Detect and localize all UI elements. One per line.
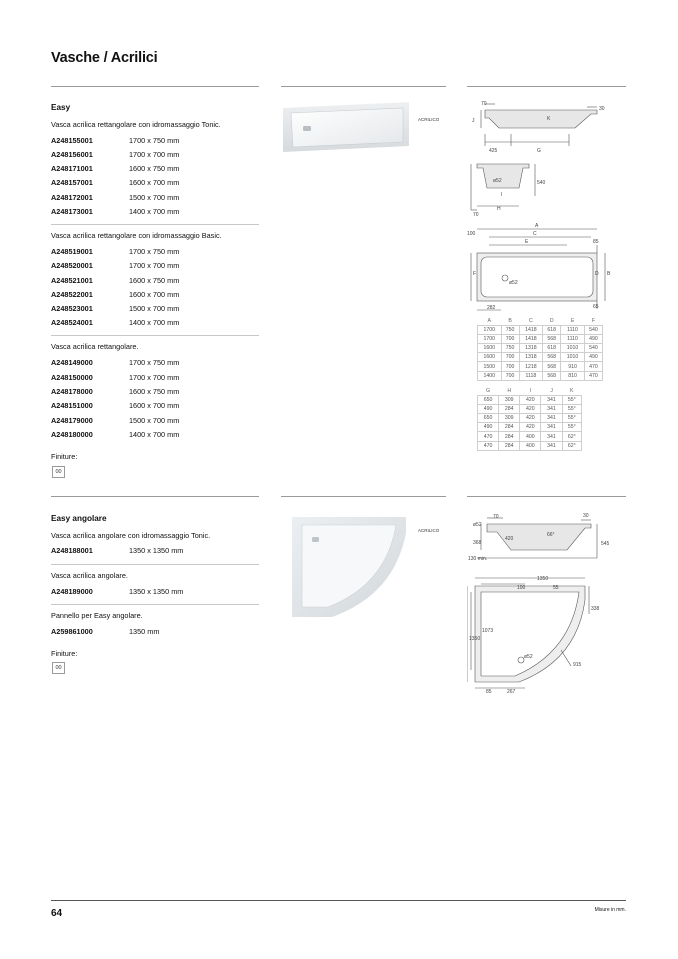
dim-label: H: [497, 206, 501, 212]
product-code: A248521001: [51, 276, 93, 285]
table-cell: 1110: [561, 335, 585, 344]
dim-label: 540: [537, 180, 546, 186]
product-code: A248173001: [51, 207, 93, 216]
table-cell: 1110: [561, 326, 585, 335]
table-cell: 650: [478, 396, 499, 405]
dim-label: ø52: [493, 178, 502, 184]
table-cell: 341: [541, 414, 562, 423]
product-title-easy-angolare: Easy angolare: [51, 514, 107, 523]
table-cell: 341: [541, 432, 562, 441]
table-cell: 1318: [519, 353, 543, 362]
dim-label: G: [537, 148, 541, 154]
dim-label: 70: [473, 212, 479, 218]
dim-label: 100: [517, 585, 526, 591]
table-header: J: [550, 388, 553, 395]
table-cell: 400: [520, 441, 541, 450]
product-row: [51, 164, 179, 173]
table-cell: 1418: [519, 335, 543, 344]
table-row: [478, 423, 582, 432]
product-dimension: 1350 x 1350 mm: [129, 546, 184, 555]
product-row: [51, 304, 179, 313]
product-dimension: 1400 x 700 mm: [129, 207, 180, 216]
section-divider: [51, 86, 259, 87]
table-header: K: [570, 388, 574, 395]
product-dimension: 1400 x 700 mm: [129, 318, 180, 327]
dim-label: C: [533, 231, 537, 237]
table-header: D: [549, 318, 554, 325]
product-row: [51, 136, 179, 145]
table-cell: 490: [584, 335, 602, 344]
product-row: [51, 276, 179, 285]
table-cell: 750: [501, 344, 519, 353]
table-cell: 700: [501, 335, 519, 344]
table-cell: 1600: [478, 353, 502, 362]
product-row: [51, 207, 179, 216]
section-divider: [281, 496, 446, 497]
table-cell: 1700: [478, 326, 502, 335]
product-row: [51, 290, 179, 299]
product-row: [51, 401, 179, 410]
finishes-label: Finiture:: [51, 452, 78, 461]
table-cell: 284: [499, 441, 520, 450]
product-row: [51, 358, 179, 367]
technical-drawing-easy: [467, 98, 627, 316]
table-cell: 540: [584, 326, 602, 335]
product-title-easy: Easy: [51, 103, 71, 112]
dim-label: 85: [486, 689, 492, 695]
table-cell: 420: [520, 414, 541, 423]
product-dimension: 1700 x 750 mm: [129, 247, 180, 256]
product-row: [51, 318, 179, 327]
table-row: [478, 326, 603, 335]
dim-label: 425: [489, 148, 498, 154]
dim-label: 1073: [482, 628, 494, 634]
product-dimension: 1700 x 700 mm: [129, 150, 180, 159]
dim-label: 30: [583, 513, 589, 519]
table-cell: 490: [478, 405, 499, 414]
table-cell: 1500: [478, 362, 502, 371]
table-cell: 618: [543, 344, 561, 353]
dim-label: 915: [573, 662, 582, 668]
product-dimension: 1350 mm: [129, 627, 160, 636]
dim-label: ø52: [473, 522, 482, 528]
section-divider: [51, 496, 259, 497]
table-header: G: [486, 388, 491, 395]
product-code: A248149000: [51, 358, 93, 367]
table-cell: 400: [520, 432, 541, 441]
group-description: Vasca acrilica rettangolare con idromassaggio Tonic.: [51, 120, 221, 129]
product-row: [51, 430, 179, 439]
table-header: I: [529, 388, 532, 395]
table-cell: 420: [520, 423, 541, 432]
product-code: A248150000: [51, 373, 93, 382]
group-divider: [51, 224, 259, 225]
finishes-label: Finiture:: [51, 649, 78, 658]
table-cell: 568: [543, 362, 561, 371]
product-code: A248172001: [51, 193, 93, 202]
table-cell: 490: [584, 353, 602, 362]
dim-label: J: [472, 118, 475, 124]
product-dimension: 1500 x 700 mm: [129, 304, 180, 313]
dim-label: 70: [481, 101, 487, 107]
product-row: [51, 546, 183, 555]
page-number: 64: [51, 908, 63, 919]
product-dimension: 1700 x 750 mm: [129, 358, 180, 367]
product-dimension: 1600 x 750 mm: [129, 164, 180, 173]
table-cell: 284: [499, 432, 520, 441]
table-cell: 470: [478, 432, 499, 441]
table-cell: 420: [520, 396, 541, 405]
table-cell: 284: [499, 423, 520, 432]
table-cell: 420: [520, 405, 541, 414]
product-dimension: 1600 x 700 mm: [129, 290, 180, 299]
group-description: Vasca acrilica angolare con idromassaggio Tonic.: [51, 531, 211, 540]
dim-label: 100: [467, 231, 476, 237]
group-description: Vasca acrilica angolare.: [51, 571, 128, 580]
group-description: Pannello per Easy angolare.: [51, 611, 143, 620]
section-divider: [467, 496, 626, 497]
product-dimension: 1600 x 750 mm: [129, 276, 180, 285]
table-cell: 470: [584, 371, 602, 380]
table-cell: 1318: [519, 344, 543, 353]
group-description: Vasca acrilica rettangolare.: [51, 342, 139, 351]
technical-drawing-easy-angolare: [467, 510, 627, 698]
product-code: A259861000: [51, 627, 93, 636]
dim-label: K: [547, 116, 551, 122]
dim-label: ø52: [524, 654, 533, 660]
table-row: [478, 414, 582, 423]
product-dimension: 1350 x 1350 mm: [129, 587, 184, 596]
product-code: A248523001: [51, 304, 93, 313]
product-code: A248155001: [51, 136, 93, 145]
product-code: A248522001: [51, 290, 93, 299]
product-code: A248188001: [51, 546, 93, 555]
dim-label: 1350: [469, 636, 481, 642]
table-cell: 1418: [519, 326, 543, 335]
table-cell: 568: [543, 371, 561, 380]
product-code: A248519001: [51, 247, 93, 256]
product-dimension: 1600 x 700 mm: [129, 401, 180, 410]
section-divider: [281, 86, 446, 87]
table-row: [478, 405, 582, 414]
product-row: [51, 627, 159, 636]
footer-divider: [51, 900, 626, 901]
dim-label: 420: [505, 536, 514, 542]
dim-label: F: [473, 271, 477, 277]
table-cell: 490: [478, 423, 499, 432]
table-header: B: [508, 318, 512, 325]
product-code: A248151000: [51, 401, 93, 410]
finish-swatch: 00: [52, 662, 65, 674]
group-divider: [51, 604, 259, 605]
product-code: A248180000: [51, 430, 93, 439]
table-cell: 700: [501, 353, 519, 362]
table-cell: 1218: [519, 362, 543, 371]
product-code: A248156001: [51, 150, 93, 159]
table-header: F: [591, 318, 595, 325]
table-cell: 1700: [478, 335, 502, 344]
product-row: [51, 178, 179, 187]
dim-label: 338: [591, 606, 600, 612]
table-cell: 1010: [561, 353, 585, 362]
table-cell: 568: [543, 335, 561, 344]
product-code: A248171001: [51, 164, 93, 173]
table-cell: 618: [543, 326, 561, 335]
material-label: ACRILICO: [418, 528, 440, 533]
dim-label: 282: [487, 305, 496, 311]
product-dimension: 1700 x 750 mm: [129, 136, 180, 145]
dim-label: I: [501, 192, 503, 198]
table-cell: 810: [561, 371, 585, 380]
product-row: [51, 247, 179, 256]
table-cell: 341: [541, 423, 562, 432]
product-code: A248179000: [51, 416, 93, 425]
product-row: [51, 587, 183, 596]
product-dimension: 1500 x 700 mm: [129, 416, 180, 425]
table-row: [478, 371, 603, 380]
product-code: A248178000: [51, 387, 93, 396]
table-cell: 341: [541, 441, 562, 450]
table-header: C: [529, 318, 533, 325]
dim-label: 267: [507, 689, 516, 695]
section-divider: [467, 86, 626, 87]
material-label: ACRILICO: [418, 117, 440, 122]
table-row: [478, 396, 582, 405]
product-dimension: 1600 x 700 mm: [129, 178, 180, 187]
table-cell: 540: [584, 344, 602, 353]
dim-label: 66°: [547, 532, 555, 538]
dim-label: A: [535, 223, 539, 229]
product-row: [51, 150, 179, 159]
table-cell: 309: [499, 414, 520, 423]
table-cell: 750: [501, 326, 519, 335]
dim-label: 545: [601, 541, 610, 547]
table-cell: 1118: [519, 371, 543, 380]
product-photo-easy-angolare: [288, 515, 410, 619]
dim-label: 130 min.: [468, 556, 488, 562]
table-row: [478, 362, 603, 371]
table-cell: 650: [478, 414, 499, 423]
table-header: H: [507, 388, 512, 395]
dim-label: 55: [553, 585, 559, 591]
product-code: A248524001: [51, 318, 93, 327]
product-photo-easy: [281, 100, 411, 152]
dim-label: ø52: [509, 280, 518, 286]
dim-label: 65: [593, 304, 599, 310]
product-dimension: 1600 x 750 mm: [129, 387, 180, 396]
dim-label: D: [595, 271, 599, 277]
table-row: [478, 432, 582, 441]
table-cell: 1010: [561, 344, 585, 353]
page-title: Vasche / Acrilici: [51, 50, 158, 66]
table-cell: 55°: [562, 423, 581, 432]
product-row: [51, 373, 179, 382]
product-code: A248157001: [51, 178, 93, 187]
product-dimension: 1700 x 700 mm: [129, 373, 180, 382]
table-row: [478, 353, 603, 362]
dim-label: E: [525, 239, 529, 245]
dim-label: 30: [599, 106, 605, 112]
table-cell: 284: [499, 405, 520, 414]
table-row: [478, 335, 603, 344]
table-cell: 55°: [562, 405, 581, 414]
table-cell: 910: [561, 362, 585, 371]
table-cell: 309: [499, 396, 520, 405]
table-cell: 341: [541, 396, 562, 405]
table-cell: 700: [501, 362, 519, 371]
table-cell: 470: [584, 362, 602, 371]
group-divider: [51, 335, 259, 336]
dim-label: 70: [493, 514, 499, 520]
table-row: [478, 441, 582, 450]
dimension-table: [477, 387, 582, 451]
product-dimension: 1700 x 700 mm: [129, 261, 180, 270]
product-row: [51, 193, 179, 202]
dimension-table: [477, 317, 603, 381]
table-cell: 341: [541, 405, 562, 414]
table-cell: 55°: [562, 396, 581, 405]
table-row: [478, 344, 603, 353]
finish-swatch: 00: [52, 466, 65, 478]
product-code: A248189000: [51, 587, 93, 596]
table-cell: 55°: [562, 414, 581, 423]
table-cell: 1400: [478, 371, 502, 380]
product-row: [51, 416, 179, 425]
dim-label: 368: [473, 540, 482, 546]
group-divider: [51, 564, 259, 565]
product-row: [51, 387, 179, 396]
table-header: A: [487, 318, 491, 325]
table-cell: 470: [478, 441, 499, 450]
table-cell: 568: [543, 353, 561, 362]
dim-label: 1350: [537, 576, 549, 582]
dim-label: 85: [593, 239, 599, 245]
table-cell: 700: [501, 371, 519, 380]
product-dimension: 1400 x 700 mm: [129, 430, 180, 439]
group-description: Vasca acrilica rettangolare con idromassaggio Basic.: [51, 231, 222, 240]
table-cell: 62°: [562, 432, 581, 441]
dim-label: B: [607, 271, 611, 277]
table-cell: 62°: [562, 441, 581, 450]
product-dimension: 1500 x 700 mm: [129, 193, 180, 202]
table-cell: 1600: [478, 344, 502, 353]
product-row: [51, 261, 179, 270]
table-header: E: [570, 318, 575, 325]
product-code: A248520001: [51, 261, 93, 270]
footnote: Misure in mm.: [594, 907, 626, 913]
